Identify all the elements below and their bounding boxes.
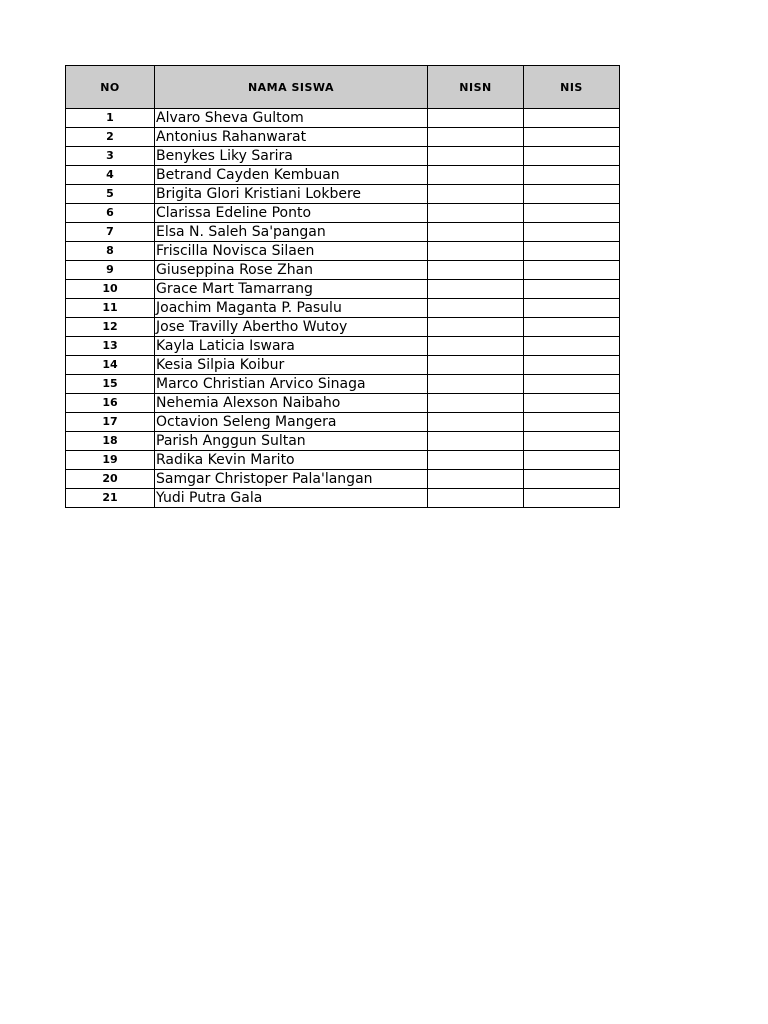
- nis-cell[interactable]: [524, 489, 620, 508]
- row-number-cell[interactable]: 17: [66, 413, 155, 432]
- nis-cell[interactable]: [524, 147, 620, 166]
- nisn-cell[interactable]: [428, 166, 524, 185]
- row-number-cell[interactable]: 6: [66, 204, 155, 223]
- nis-cell[interactable]: [524, 166, 620, 185]
- nisn-cell[interactable]: [428, 299, 524, 318]
- row-number-cell[interactable]: 9: [66, 261, 155, 280]
- table-row: [66, 280, 620, 299]
- table-row: [66, 147, 620, 166]
- table-row: [66, 337, 620, 356]
- table-row: [66, 128, 620, 147]
- nis-cell[interactable]: [524, 109, 620, 128]
- student-name-cell[interactable]: Octavion Seleng Mangera: [155, 413, 428, 432]
- student-name-cell[interactable]: Giuseppina Rose Zhan: [155, 261, 428, 280]
- row-number-cell[interactable]: 21: [66, 489, 155, 508]
- table-row: [66, 166, 620, 185]
- header-nis[interactable]: NIS: [524, 66, 620, 109]
- table-row: [66, 204, 620, 223]
- row-number-cell[interactable]: 11: [66, 299, 155, 318]
- nisn-cell[interactable]: [428, 451, 524, 470]
- header-row: [66, 66, 620, 109]
- row-number-cell[interactable]: 3: [66, 147, 155, 166]
- student-name-cell[interactable]: Parish Anggun Sultan: [155, 432, 428, 451]
- nis-cell[interactable]: [524, 204, 620, 223]
- nisn-cell[interactable]: [428, 375, 524, 394]
- student-name-cell[interactable]: Jose Travilly Abertho Wutoy: [155, 318, 428, 337]
- table-row: [66, 356, 620, 375]
- nis-cell[interactable]: [524, 280, 620, 299]
- nisn-cell[interactable]: [428, 280, 524, 299]
- row-number-cell[interactable]: 1: [66, 109, 155, 128]
- student-name-cell[interactable]: Samgar Christoper Pala'langan: [155, 470, 428, 489]
- nis-cell[interactable]: [524, 432, 620, 451]
- student-name-cell[interactable]: Yudi Putra Gala: [155, 489, 428, 508]
- table-row: [66, 223, 620, 242]
- table-row: [66, 109, 620, 128]
- table-row: [66, 299, 620, 318]
- student-name-cell[interactable]: Radika Kevin Marito: [155, 451, 428, 470]
- row-number-cell[interactable]: 8: [66, 242, 155, 261]
- table-row: [66, 394, 620, 413]
- nisn-cell[interactable]: [428, 394, 524, 413]
- nisn-cell[interactable]: [428, 185, 524, 204]
- table-row: [66, 470, 620, 489]
- student-name-cell[interactable]: Brigita Glori Kristiani Lokbere: [155, 185, 428, 204]
- nis-cell[interactable]: [524, 394, 620, 413]
- nis-cell[interactable]: [524, 337, 620, 356]
- student-name-cell[interactable]: Joachim Maganta P. Pasulu: [155, 299, 428, 318]
- row-number-cell[interactable]: 7: [66, 223, 155, 242]
- table-row: [66, 318, 620, 337]
- nis-cell[interactable]: [524, 356, 620, 375]
- table-row: [66, 185, 620, 204]
- student-name-cell[interactable]: Nehemia Alexson Naibaho: [155, 394, 428, 413]
- row-number-cell[interactable]: 18: [66, 432, 155, 451]
- nisn-cell[interactable]: [428, 489, 524, 508]
- table-row: [66, 261, 620, 280]
- row-number-cell[interactable]: 4: [66, 166, 155, 185]
- header-no[interactable]: NO: [66, 66, 155, 109]
- row-number-cell[interactable]: 14: [66, 356, 155, 375]
- student-name-cell[interactable]: Friscilla Novisca Silaen: [155, 242, 428, 261]
- student-name-cell[interactable]: Alvaro Sheva Gultom: [155, 109, 428, 128]
- student-name-cell[interactable]: Grace Mart Tamarrang: [155, 280, 428, 299]
- nis-cell[interactable]: [524, 470, 620, 489]
- row-number-cell[interactable]: 2: [66, 128, 155, 147]
- table-row: [66, 432, 620, 451]
- student-name-cell[interactable]: Elsa N. Saleh Sa'pangan: [155, 223, 428, 242]
- nisn-cell[interactable]: [428, 413, 524, 432]
- student-name-cell[interactable]: Kayla Laticia Iswara: [155, 337, 428, 356]
- student-name-cell[interactable]: Antonius Rahanwarat: [155, 128, 428, 147]
- nisn-cell[interactable]: [428, 470, 524, 489]
- nis-cell[interactable]: [524, 261, 620, 280]
- table-row: [66, 451, 620, 470]
- table-row: [66, 242, 620, 261]
- student-name-cell[interactable]: Betrand Cayden Kembuan: [155, 166, 428, 185]
- header-nisn[interactable]: NISN: [428, 66, 524, 109]
- nisn-cell[interactable]: [428, 147, 524, 166]
- nis-cell[interactable]: [524, 242, 620, 261]
- row-number-cell[interactable]: 10: [66, 280, 155, 299]
- nis-cell[interactable]: [524, 299, 620, 318]
- table-header: [66, 66, 620, 109]
- nisn-cell[interactable]: [428, 242, 524, 261]
- nisn-cell[interactable]: [428, 204, 524, 223]
- student-table: [65, 65, 620, 508]
- row-number-cell[interactable]: 19: [66, 451, 155, 470]
- table-row: [66, 413, 620, 432]
- nisn-cell[interactable]: [428, 337, 524, 356]
- student-name-cell[interactable]: Clarissa Edeline Ponto: [155, 204, 428, 223]
- header-nama-siswa[interactable]: NAMA SISWA: [155, 66, 428, 109]
- nis-cell[interactable]: [524, 223, 620, 242]
- nis-cell[interactable]: [524, 413, 620, 432]
- row-number-cell[interactable]: 5: [66, 185, 155, 204]
- table-body: [66, 109, 620, 508]
- student-name-cell[interactable]: Benykes Liky Sarira: [155, 147, 428, 166]
- nis-cell[interactable]: [524, 451, 620, 470]
- nis-cell[interactable]: [524, 375, 620, 394]
- nisn-cell[interactable]: [428, 128, 524, 147]
- row-number-cell[interactable]: 13: [66, 337, 155, 356]
- table-row: [66, 375, 620, 394]
- nis-cell[interactable]: [524, 185, 620, 204]
- row-number-cell[interactable]: 12: [66, 318, 155, 337]
- nisn-cell[interactable]: [428, 356, 524, 375]
- row-number-cell[interactable]: 20: [66, 470, 155, 489]
- nis-cell[interactable]: [524, 318, 620, 337]
- nisn-cell[interactable]: [428, 318, 524, 337]
- nisn-cell[interactable]: [428, 432, 524, 451]
- student-name-cell[interactable]: Marco Christian Arvico Sinaga: [155, 375, 428, 394]
- nisn-cell[interactable]: [428, 223, 524, 242]
- nisn-cell[interactable]: [428, 109, 524, 128]
- row-number-cell[interactable]: 15: [66, 375, 155, 394]
- row-number-cell[interactable]: 16: [66, 394, 155, 413]
- student-name-cell[interactable]: Kesia Silpia Koibur: [155, 356, 428, 375]
- nis-cell[interactable]: [524, 128, 620, 147]
- table-row: [66, 489, 620, 508]
- nisn-cell[interactable]: [428, 261, 524, 280]
